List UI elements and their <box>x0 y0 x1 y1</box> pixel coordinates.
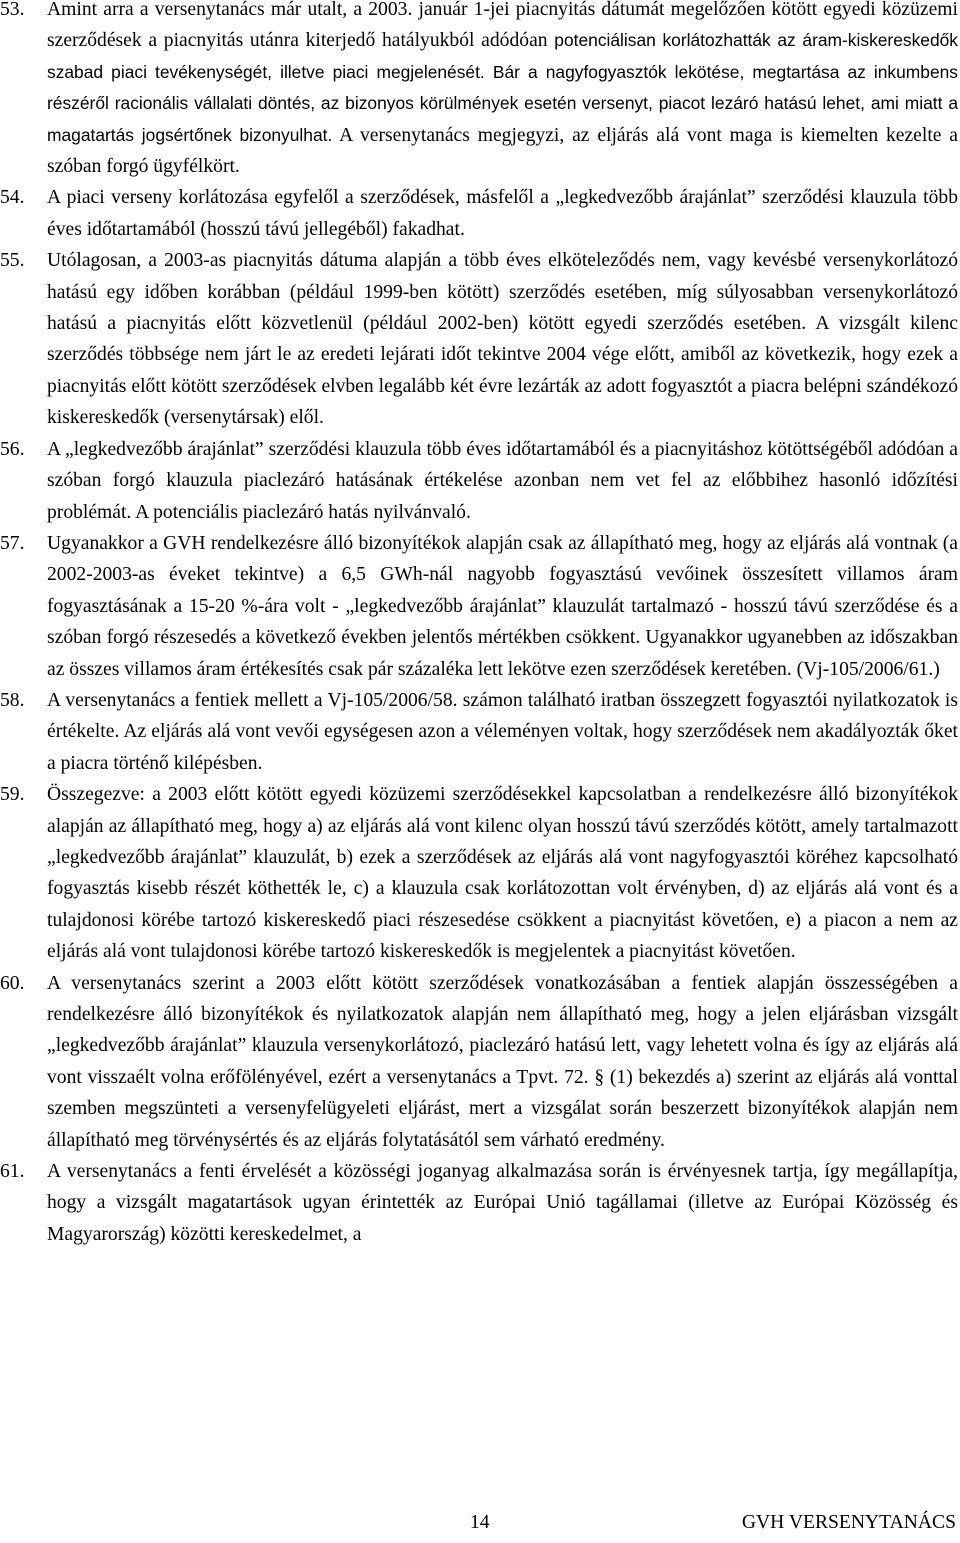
paragraph-number: 53. <box>0 0 25 20</box>
paragraph-60 <box>0 968 958 1156</box>
paragraph-53 <box>0 0 958 182</box>
paragraph-text <box>47 0 958 177</box>
paragraph-number: 61. <box>0 1161 25 1183</box>
page-number: 14 <box>470 1512 490 1533</box>
text-segment: Amint arra a versenytanács már utalt, a 2003. január 1-jei piacnyitás dátumát megelőzően kötött egyedi közüzemi szerződések a piacnyitás utánra kiterjedő hatályukból adódóan <box>47 0 958 52</box>
paragraph-number: 58. <box>0 689 25 711</box>
text-segment: A versenytanács megjegyzi, az eljárás alá vont maga is kiemelten kezelte a szóban forgó ügyfélkört. <box>47 124 959 178</box>
text-segment-sans: potenciálisan korlátozhatták az áram-kiskereskedők szabad piaci tevékenységét, illetve piaci megjelenését. Bár a nagyfogyasztók lekötése, megtartása az inkumbens részéről racionális vállalati döntés, az bizonyos körülmények esetén versenyt, piacot lezáró hatású lehet, ami miatt a magatartás jogsértőnek bizonyulhat. <box>47 30 958 145</box>
paragraph-number: 54. <box>0 187 25 209</box>
paragraph-text: A „legkedvezőbb árajánlat” szerződési klauzula több éves időtartamából és a piacnyitáshoz kötöttségéből adódóan a szóban forgó klauzula piaclezáró hatásának értékelése azonban nem vet fel az előbbihez hasonló időzítési problémát. A potenciális piaclezáró hatás nyilvánvaló. <box>47 438 958 523</box>
paragraph-number: 56. <box>0 438 25 460</box>
paragraph-text: Ugyanakkor a GVH rendelkezésre álló bizonyítékok alapján csak az állapítható meg, hogy az eljárás alá vontnak (a 2002-2003-as éveket tekintve) a 6,5 GWh-nál nagyobb fogyasztású vevőinek összesített villamos áram fogyasztásának a 15-20 %-ára volt - „legkedvezőbb árajánlat” klauzulát tartalmazó - hosszú távú szerződése és a szóban forgó részesedés a következő években jelentős mértékben csökkent. Ugyanakkor ugyanebben az időszakban az összes villamos áram értékesítés csak pár százaléka lett lekötve ezen szerződések keretében. (Vj-105/2006/61.) <box>47 532 958 680</box>
paragraph-54 <box>0 182 958 245</box>
paragraph-text: Utólagosan, a 2003-as piacnyitás dátuma alapján a több éves elköteleződés nem, vagy kevésbé versenykorlátozó hatású egy időben korábban (például 1999-ben kötött) szerződés esetében, míg súlyosabban versenykorlátozó hatású a piacnyitás előtt közvetlenül (például 2002-ben) kötött egyedi szerződés esetében. A vizsgált kilenc szerződés többsége nem járt le az eredeti lejárati időt tekintve 2004 vége előtt, amiből az következik, hogy ezek a piacnyitás előtt kötött szerződések elvben legalább két évre lezárták az adott fogyasztót a piacra belépni szándékozó kiskereskedők (versenytársak) elől. <box>47 250 958 429</box>
paragraph-61 <box>0 1156 958 1250</box>
paragraph-text: A versenytanács a fenti érvelését a közösségi joganyag alkalmazása során is érvényesnek tartja, így megállapítja, hogy a vizsgált magatartások ugyan érintették az Európai Unió tagállamai (illetve az Európai Közösség és Magyarország) közötti kereskedelmet, a <box>47 1161 958 1245</box>
paragraph-text: Összegezve: a 2003 előtt kötött egyedi közüzemi szerződésekkel kapcsolatban a rendelkezésre álló bizonyítékok alapján az állapítható meg, hogy a) az eljárás alá vont kilenc olyan hosszú távú szerződés kötött, amely tartalmazott „legkedvezőbb árajánlat” klauzulát, b) ezek a szerződések az eljárás alá vont nagyfogyasztói köréhez kapcsolható fogyasztás kisebb részét köthették le, c) a klauzula csak korlátozottan volt érvényben, d) az eljárás alá vont és a tulajdonosi körébe tartozó kiskereskedő piaci részesedése csökkent a piacnyitást követően, e) a piacon a nem az eljárás alá vont tulajdonosi körébe tartozó kiskereskedők is megjelentek a piacnyitást követően. <box>47 784 958 963</box>
paragraph-57 <box>0 528 958 685</box>
footer-label: GVH VERSENYTANÁCS <box>741 1512 956 1533</box>
paragraph-number: 59. <box>0 784 25 806</box>
paragraph-number: 57. <box>0 532 25 554</box>
paragraph-text: A versenytanács szerint a 2003 előtt kötött szerződések vonatkozásában a fentiek alapján összességében a rendelkezésre álló bizonyítékok és nyilatkozatok alapján nem állapítható meg, hogy a jelen eljárásban vizsgált „legkedvezőbb árajánlat” klauzula versenykorlátozó, piaclezáró hatású lett, vagy lehetett volna és így az eljárás alá vont visszaélt volna erőfölényével, ezért a versenytanács a Tpvt. 72. § (1) bekezdés a) szerint az eljárás alá vonttal szemben megszünteti a versenyfelügyeleti eljárást, mert a vizsgálat során beszerzett bizonyítékok alapján nem állapítható meg törvénysértés és az eljárás folytatásától sem várható eredmény. <box>47 972 958 1151</box>
page-footer <box>0 1508 960 1538</box>
paragraph-59 <box>0 779 958 967</box>
paragraph-55 <box>0 245 958 433</box>
paragraph-56 <box>0 434 958 528</box>
paragraph-number: 60. <box>0 972 25 994</box>
paragraph-text: A versenytanács a fentiek mellett a Vj-105/2006/58. számon található iratban összegzett fogyasztói nyilatkozatok is értékelte. Az eljárás alá vont vevői egységesen azon a véleményen voltak, hogy szerződések nem akadályozták őket a piacra történő kilépésben. <box>47 689 958 774</box>
paragraph-58 <box>0 685 958 779</box>
paragraph-number: 55. <box>0 250 25 272</box>
paragraph-text: A piaci verseny korlátozása egyfelől a szerződések, másfelől a „legkedvezőbb árajánlat” szerződési klauzula több éves időtartamából (hosszú távú jellegéből) fakadhat. <box>47 187 958 240</box>
